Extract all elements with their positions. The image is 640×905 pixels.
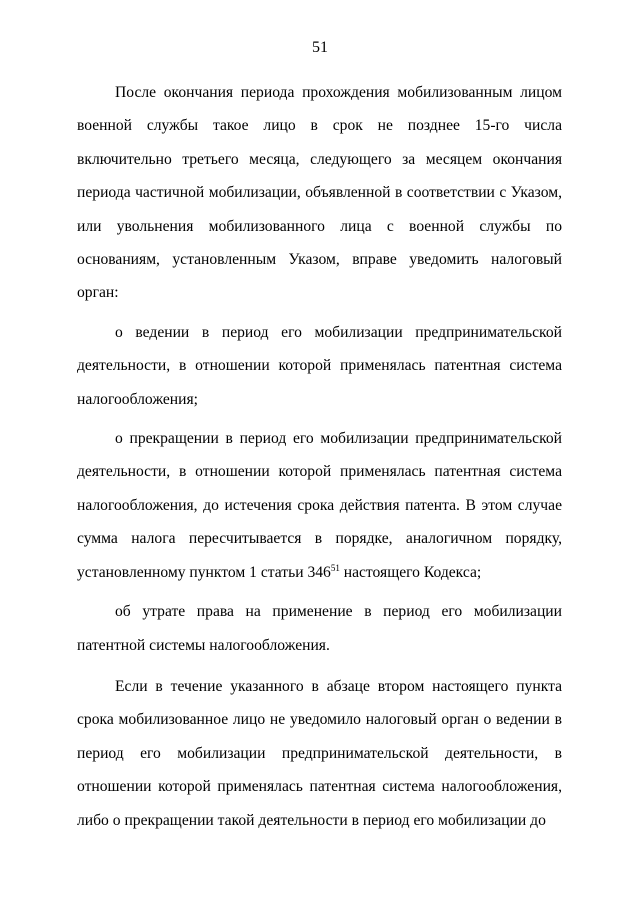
- paragraph-loss-of-right: об утрате права на применение в период его мобилизации патентной системы налогообложения.: [77, 603, 562, 654]
- document-body: [77, 76, 562, 837]
- paragraph-notification-intro: После окончания периода прохождения мобилизованным лицом военной службы такое лицо в срок не позднее 15-го числа включительно третьего месяца, следующего за месяцем окончания периода частичной мобилизации, объявленной в соответствии с Указом, или увольнения мобилизованного лица с военной службы по основаниям, установленным Указом, вправе уведомить налоговый орган:: [77, 84, 562, 302]
- paragraph-termination-activity: [77, 422, 562, 589]
- page-number: 51: [312, 39, 328, 56]
- paragraph-conducting-activity: о ведении в период его мобилизации предпринимательской деятельности, в отношении которой применялась патентная система налогообложения;: [77, 323, 562, 408]
- article-superscript: 51: [330, 562, 340, 573]
- paragraph-no-notification: Если в течение указанного в абзаце втором настоящего пункта срока мобилизованное лицо не уведомило налоговый орган о ведении в период его мобилизации предпринимательской деятельности, в отношении которой применялась патентная система налогообложения, либо о прекращении такой деятельности в период его мобилизации до: [77, 677, 562, 829]
- paragraph-termination-tail: настоящего Кодекса;: [339, 563, 482, 581]
- paragraph-termination-text: о прекращении в период его мобилизации предпринимательской деятельности, в отношении которой применялась патентная система налогообложения, до истечения срока действия патента. В этом случае сумма налога пересчитывается в порядке, аналогичном порядку, установленному пунктом 1 статьи 346: [77, 430, 562, 581]
